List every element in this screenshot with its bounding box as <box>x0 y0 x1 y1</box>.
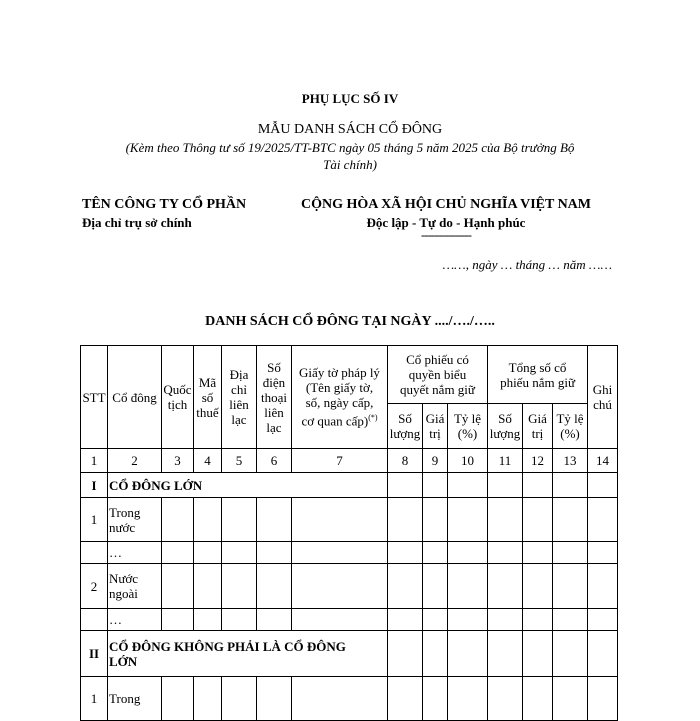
column-number: 10 <box>448 449 488 473</box>
column-number: 1 <box>81 449 108 473</box>
column-number: 5 <box>222 449 257 473</box>
header-ratio: Tỷ lệ (%) <box>553 404 588 449</box>
column-number: 9 <box>423 449 448 473</box>
motto-separator: --------------- <box>421 227 471 242</box>
header-value: Giá trị <box>523 404 553 449</box>
header-address: Địa chỉ liên lạc <box>222 346 257 449</box>
section-row <box>81 473 618 498</box>
column-number: 8 <box>388 449 423 473</box>
column-number: 7 <box>292 449 388 473</box>
row-number: 2 <box>81 564 108 609</box>
column-number: 6 <box>257 449 292 473</box>
column-number: 3 <box>162 449 194 473</box>
row-number <box>81 542 108 564</box>
section-title: CỔ ĐÔNG LỚN <box>108 473 388 498</box>
row-number: 1 <box>81 498 108 542</box>
header-shareholder: Cổ đông <box>108 346 162 449</box>
section-roman: I <box>81 473 108 498</box>
form-title: MẪU DANH SÁCH CỔ ĐÔNG <box>257 122 443 137</box>
header-stt: STT <box>81 346 108 449</box>
header-legal-doc: Giấy tờ pháp lý (Tên giấy tờ, số, ngày cấp, cơ quan cấp)(*) <box>292 346 388 449</box>
company-name: TÊN CÔNG TY CỔ PHẦN <box>82 197 247 212</box>
column-number: 12 <box>523 449 553 473</box>
row-number <box>81 609 108 631</box>
table-row <box>81 564 618 609</box>
header-phone: Số điện thoại liên lạc <box>257 346 292 449</box>
subtitle-line-2: Tài chính) <box>323 157 377 172</box>
row-number: 1 <box>81 677 108 721</box>
row-label: … <box>108 542 162 564</box>
header-quantity: Số lượng <box>388 404 423 449</box>
header-quantity: Số lượng <box>488 404 523 449</box>
shareholder-table <box>80 345 618 721</box>
company-address: Địa chỉ trụ sở chính <box>82 215 192 230</box>
header-ratio: Tỷ lệ (%) <box>448 404 488 449</box>
national-motto: Độc lập - Tự do - Hạnh phúc <box>366 215 526 230</box>
table-row <box>81 609 618 631</box>
row-label: Trong nước <box>108 498 162 542</box>
table-row <box>81 542 618 564</box>
header-tax-code: Mã số thuế <box>194 346 222 449</box>
section-row <box>81 631 618 677</box>
column-number: 14 <box>588 449 618 473</box>
table-row <box>81 677 618 721</box>
row-label: … <box>108 609 162 631</box>
section-roman: II <box>81 631 108 677</box>
date-line: ……, ngày … tháng … năm …… <box>442 257 612 272</box>
section-title: CỔ ĐÔNG KHÔNG PHẢI LÀ CỔ ĐÔNG LỚN <box>108 631 388 677</box>
table-row <box>81 498 618 542</box>
column-number: 11 <box>488 449 523 473</box>
list-title: DANH SÁCH CỔ ĐÔNG TẠI NGÀY ..../…./….. <box>205 314 495 329</box>
column-number: 2 <box>108 449 162 473</box>
column-number: 4 <box>194 449 222 473</box>
row-label: Trong <box>108 677 162 721</box>
column-number: 13 <box>553 449 588 473</box>
subtitle-line-1: (Kèm theo Thông tư số 19/2025/TT-BTC ngày 05 tháng 5 năm 2025 của Bộ trưởng Bộ <box>125 140 575 155</box>
column-number-row <box>81 449 618 473</box>
appendix-title: PHỤ LỤC SỐ IV <box>301 91 399 106</box>
header-value: Giá trị <box>423 404 448 449</box>
national-title: CỘNG HÒA XÃ HỘI CHỦ NGHĨA VIỆT NAM <box>300 197 591 212</box>
row-label: Nước ngoài <box>108 564 162 609</box>
header-nationality: Quốc tịch <box>162 346 194 449</box>
header-total-shares: Tổng số cổ phiếu nắm giữ <box>488 346 588 404</box>
header-voting-shares: Cổ phiếu có quyền biểu quyết nắm giữ <box>388 346 488 404</box>
header-notes: Ghi chú <box>588 346 618 449</box>
